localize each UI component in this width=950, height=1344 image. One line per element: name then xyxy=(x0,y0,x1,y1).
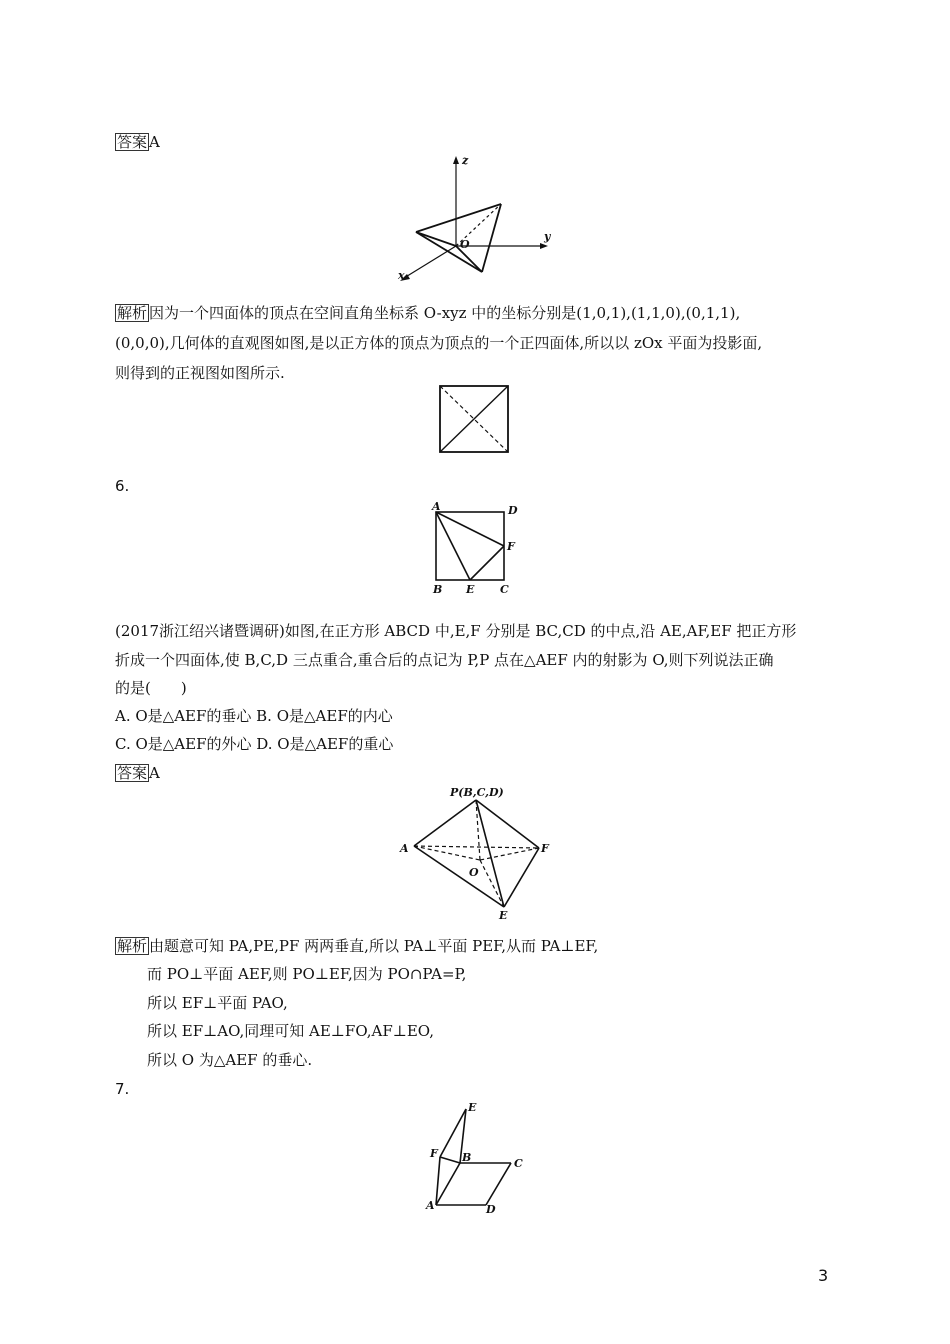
label-f: F xyxy=(507,540,515,553)
answer-tag: 答案 xyxy=(117,133,148,151)
y-arrow xyxy=(540,243,548,249)
edge-cd xyxy=(486,1163,511,1205)
q6-analysis-line-4: 所以 EF⊥AO,同理可知 AE⊥FO,AF⊥EO, xyxy=(147,1022,434,1040)
label-y: y xyxy=(544,230,551,243)
analysis-line-2: (0,0,0),几何体的直观图如图,是以正方体的顶点为顶点的一个正四面体,所以以 zOx 平面为投影面, xyxy=(115,334,763,352)
q6-answer-line xyxy=(115,762,160,784)
label-f: F xyxy=(430,1147,438,1160)
edge xyxy=(482,204,501,272)
answer-tag: 答案 xyxy=(117,764,148,782)
label-c: C xyxy=(514,1157,523,1170)
label-d: D xyxy=(508,504,518,517)
analysis-line-3: 则得到的正视图如图所示. xyxy=(115,364,285,382)
answer-value: A xyxy=(149,133,160,151)
label-p: P(B,C,D) xyxy=(450,786,504,799)
label-e: E xyxy=(466,583,475,596)
label-o: O xyxy=(469,866,479,879)
edge xyxy=(416,204,501,232)
z-arrow xyxy=(453,156,459,164)
q6-options-line-1: A. O是△AEF的垂心 B. O是△AEF的内心 xyxy=(115,707,393,725)
label-x: x xyxy=(398,269,405,282)
label-a: A xyxy=(400,842,409,855)
answer-line-5 xyxy=(115,131,160,153)
segment-ef xyxy=(470,546,504,580)
label-d: D xyxy=(486,1203,496,1216)
label-o: O xyxy=(460,238,470,251)
square-fold-figure xyxy=(426,498,522,598)
q6-analysis-line-2: 而 PO⊥平面 AEF,则 PO⊥EF,因为 PO∩PA=P, xyxy=(147,965,467,983)
analysis-tag: 解析 xyxy=(117,304,148,322)
q6-stem-line-1: (2017浙江绍兴诸暨调研)如图,在正方形 ABCD 中,E,F 分别是 BC,CD 的中点,沿 AE,AF,EF 把正方形 xyxy=(115,622,797,640)
label-a: A xyxy=(432,500,441,513)
analysis-line-1: 解析 因为一个四面体的顶点在空间直角坐标系 O-xyz 中的坐标分别是(1,0,1),(1,1,0),(0,1,1), xyxy=(117,304,741,322)
label-f: F xyxy=(541,842,549,855)
square-abcd xyxy=(436,512,504,580)
label-b: B xyxy=(433,583,443,596)
edge-pa xyxy=(414,800,476,846)
folded-plane-figure xyxy=(420,1095,530,1217)
q6-stem-line-2: 折成一个四面体,使 B,C,D 三点重合,重合后的点记为 P,P 点在△AEF 内的射影为 O,则下列说法正确 xyxy=(115,651,774,669)
label-a: A xyxy=(426,1199,435,1212)
q6-analysis-line-5: 所以 O 为△AEF 的垂心. xyxy=(147,1051,313,1069)
label-z: z xyxy=(462,154,469,167)
folded-tetrahedron-figure xyxy=(396,782,556,922)
edge-pf xyxy=(476,800,539,848)
page-number: 3 xyxy=(818,1266,829,1285)
q6-analysis-line-1: 解析 由题意可知 PA,PE,PF 两两垂直,所以 PA⊥平面 PEF,从而 PA⊥EF, xyxy=(117,937,599,955)
edge-fe xyxy=(504,848,539,907)
segment-ae xyxy=(436,512,470,580)
dashed-af xyxy=(414,846,539,848)
dashed-oe xyxy=(480,860,504,907)
q6-analysis-line-3: 所以 EF⊥平面 PAO, xyxy=(147,994,288,1012)
label-b: B xyxy=(462,1151,472,1164)
question-number-7: 7. xyxy=(115,1080,130,1098)
label-e: E xyxy=(468,1101,477,1114)
edge xyxy=(416,232,482,272)
question-number-6: 6. xyxy=(115,477,130,495)
front-view-figure xyxy=(438,384,512,456)
tetrahedron-axes-figure xyxy=(390,150,560,285)
label-c: C xyxy=(500,583,509,596)
q6-options-line-2: C. O是△AEF的外心 D. O是△AEF的重心 xyxy=(115,735,394,753)
label-e: E xyxy=(499,909,508,922)
edge-fb xyxy=(440,1157,460,1163)
segment-af xyxy=(436,512,504,546)
q6-stem-line-3: 的是( ) xyxy=(115,679,187,697)
analysis-tag: 解析 xyxy=(117,937,148,955)
answer-value: A xyxy=(149,764,160,782)
